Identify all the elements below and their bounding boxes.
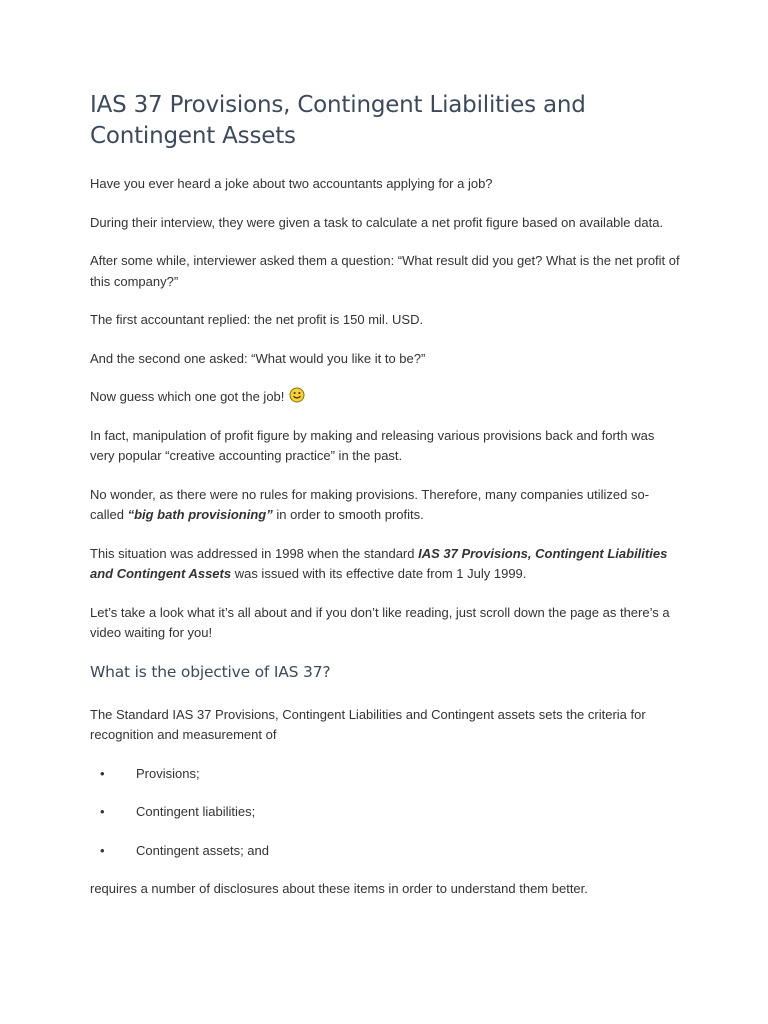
list-item-contingent-liabilities [90, 802, 682, 823]
article-body [90, 90, 682, 918]
paragraph-punchline [90, 387, 682, 408]
paragraph-disclosures: requires a number of disclosures about these items in order to understand them better. [90, 881, 588, 896]
paragraph-question: After some while, interviewer asked them a question: “What result did you get? What is the net profit of this company?” [90, 253, 680, 289]
paragraph-interview: During their interview, they were given a task to calculate a net profit figure based on available data. [90, 214, 664, 230]
paragraph-objective-intro: The Standard IAS 37 Provisions, Contingent Liabilities and Contingent assets sets the criteria for recognition and measurement of [90, 706, 646, 742]
standard-name-emphasis: IAS 37 Provisions, Contingent Liabilities and Contingent Assets [90, 545, 668, 581]
paragraph-second-answer: And the second one asked: “What would you like it to be?” [90, 350, 426, 366]
big-bath-text-before: No wonder, as there were no rules for making provisions. Therefore, many companies utilized so-called [90, 486, 650, 522]
paragraph-video-note: Let’s take a look what it’s all about and if you don’t like reading, just scroll down the page as there’s a video waiting for you! [90, 604, 670, 640]
list-item-provisions [90, 764, 682, 785]
list-item-text: Provisions; [136, 765, 200, 781]
paragraph-joke-intro: Have you ever heard a joke about two accountants applying for a job? [90, 176, 493, 191]
bullet-icon: • [100, 804, 105, 819]
page-title: IAS 37 Provisions, Contingent Liabilities and Contingent Assets [90, 92, 586, 149]
bullet-icon: • [100, 842, 105, 858]
section-heading-objective: What is the objective of IAS 37? [90, 662, 331, 681]
big-bath-text-after: in order to smooth profits. [272, 507, 424, 522]
standard-text-after: was issued with its effective date from 1 July 1999. [231, 566, 527, 581]
paragraph-standard-issued [90, 544, 682, 585]
objective-list [90, 764, 682, 862]
punchline-text: Now guess which one got the job! [90, 389, 285, 404]
paragraph-manipulation: In fact, manipulation of profit figure by making and releasing various provisions back and forth was very popular “creative accounting practice” in the past. [90, 427, 655, 463]
smiley-face-icon [289, 387, 305, 403]
list-item-contingent-assets [90, 841, 682, 862]
standard-text-before: This situation was addressed in 1998 when the standard [90, 545, 419, 561]
bullet-icon: • [100, 765, 105, 781]
paragraph-first-answer: The first accountant replied: the net profit is 150 mil. USD. [90, 312, 424, 327]
big-bath-emphasis: “big bath provisioning” [127, 507, 273, 522]
list-item-text: Contingent liabilities; [136, 804, 256, 819]
paragraph-big-bath [90, 485, 682, 526]
list-item-text: Contingent assets; and [136, 842, 269, 858]
